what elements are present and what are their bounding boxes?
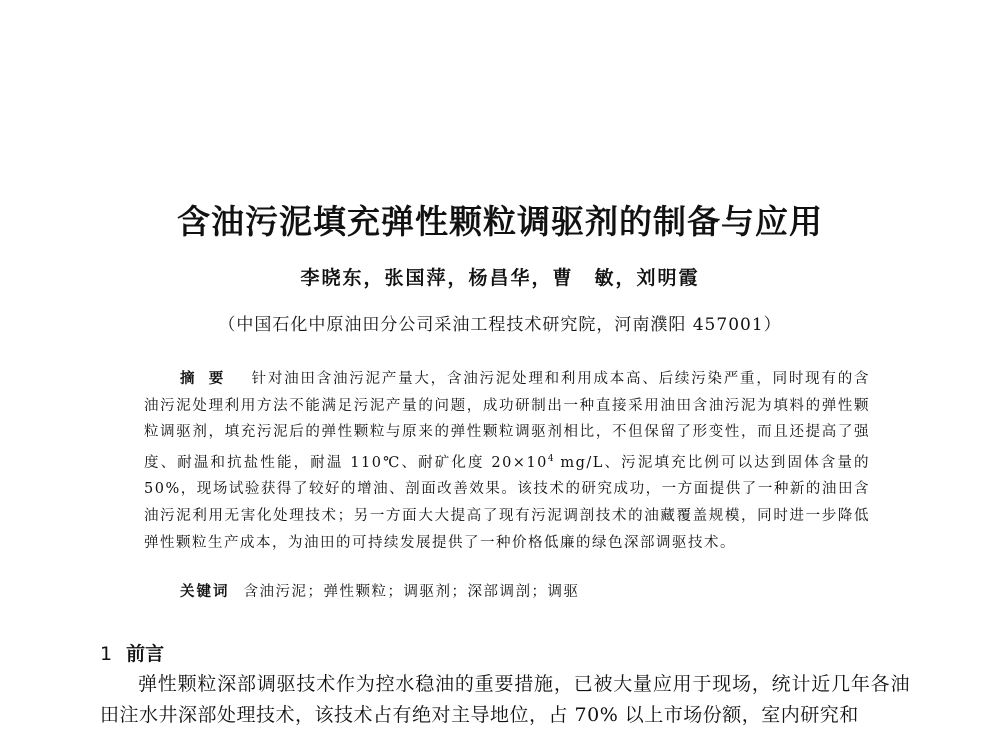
- abstract-text-continued: mg/L、污泥填充比例可以达到固体含量的 50%，现场试验获得了较好的增油、剖面改善效果。该技术的研究成功，一方面提供了一种新的油田含油污泥利用无害化处理技术；另一方面大大提高了现有污泥调剖技术的油藏覆盖规模，同时进一步降低弹性颗粒生产成本，为油田的可持续发展提供了一种价格低廉的绿色深部调驱技术。: [144, 454, 871, 551]
- section-title: 前言: [126, 643, 165, 665]
- abstract-paragraph: [144, 366, 870, 556]
- author-affiliation: （中国石化中原油田分公司采油工程技术研究院，河南濮阳 457001）: [218, 315, 782, 335]
- abstract-superscript: 4: [547, 453, 554, 464]
- author-list: 李晓东，张国萍，杨昌华，曹 敏，刘明霞: [300, 267, 700, 289]
- introduction-paragraph: 弹性颗粒深部调驱技术作为控水稳油的重要措施，已被大量应用于现场，统计近几年各油田注水井深部处理技术，该技术占有绝对主导地位，占 70% 以上市场份额，室内研究和: [100, 673, 910, 726]
- abstract-text: 针对油田含油污泥产量大，含油污泥处理和利用成本高、后续污染严重，同时现有的含油污泥处理利用方法不能满足污泥产量的问题，成功研制出一种直接采用油田含油污泥为填料的弹性颗粒调驱剂，填充污泥后的弹性颗粒与原来的弹性颗粒调驱剂相比，不但保留了形变性，而且还提高了强度、耐温和抗盐性能，耐温 110℃、耐矿化度 20×10: [144, 371, 871, 471]
- keywords-text: 含油污泥；弹性颗粒；调驱剂；深部调剖；调驱: [243, 584, 580, 600]
- section-heading-introduction: [100, 639, 164, 666]
- paper-title: 含油污泥填充弹性颗粒调驱剂的制备与应用: [177, 202, 823, 241]
- keywords-line: [144, 580, 870, 601]
- section-number: 1: [100, 643, 113, 665]
- keywords-label: 关键词: [180, 584, 230, 600]
- abstract-label: 摘要: [180, 371, 238, 387]
